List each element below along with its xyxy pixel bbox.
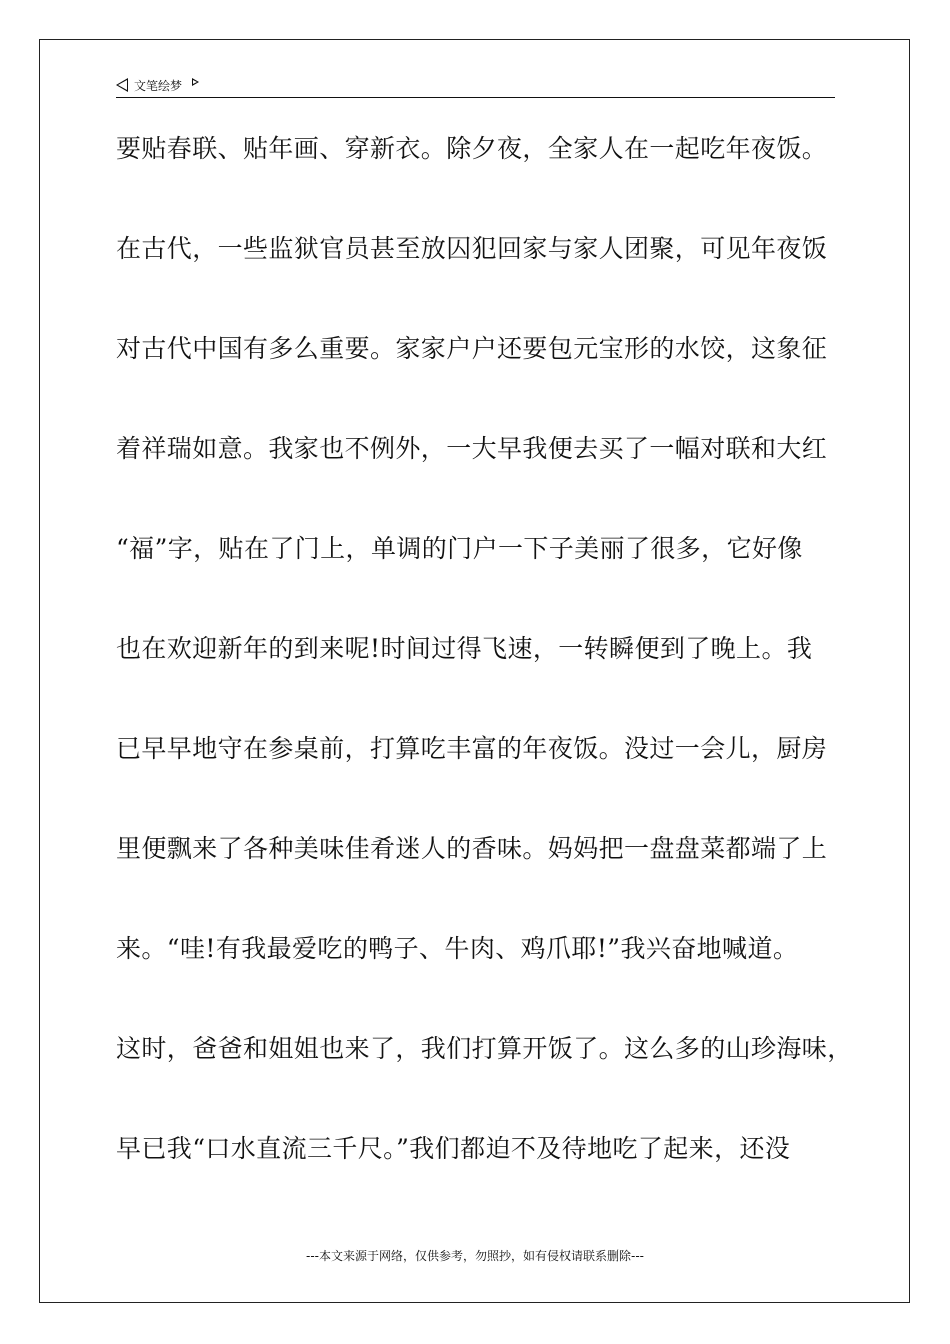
- text-line: 来。“哇!有我最爱吃的鸭子、牛肉、鸡爪耶!”我兴奋地喊道。: [116, 934, 799, 963]
- body-text: [116, 125, 856, 1225]
- text-line: 早已我“口水直流三千尺。”我们都迫不及待地吃了起来，还没: [116, 1134, 791, 1163]
- text-line: 对古代中国有多么重要。家家户户还要包元宝形的水饺，这象征: [116, 334, 828, 363]
- triangle-right-icon: [192, 78, 199, 86]
- header-title: 文笔绘梦: [134, 78, 183, 93]
- header-divider: [116, 97, 835, 98]
- text-line: 着祥瑞如意。我家也不例外，一大早我便去买了一幅对联和大红: [116, 434, 828, 463]
- text-line: 也在欢迎新年的到来呢!时间过得飞速，一转瞬便到了晚上。我: [116, 634, 813, 663]
- text-line: 已早早地守在参桌前，打算吃丰富的年夜饭。没过一会儿，厨房: [116, 734, 828, 763]
- page-footer: ---本文来源于网络，仅供参考，勿照抄，如有侵权请联系删除---: [306, 1249, 644, 1263]
- triangle-left-icon: [116, 78, 128, 92]
- text-line: “福”字，贴在了门上，单调的门户一下子美丽了很多，它好像: [116, 534, 803, 563]
- text-line: 这时，爸爸和姐姐也来了，我们打算开饭了。这么多的山珍海味，: [116, 1034, 853, 1063]
- page-header: [116, 74, 199, 96]
- text-line: 里便飘来了各种美味佳肴迷人的香味。妈妈把一盘盘菜都端了上: [116, 834, 828, 863]
- text-line: 要贴春联、贴年画、穿新衣。除夕夜，全家人在一起吃年夜饭。: [116, 134, 828, 163]
- text-line: 在古代，一些监狱官员甚至放囚犯回家与家人团聚，可见年夜饭: [116, 234, 828, 263]
